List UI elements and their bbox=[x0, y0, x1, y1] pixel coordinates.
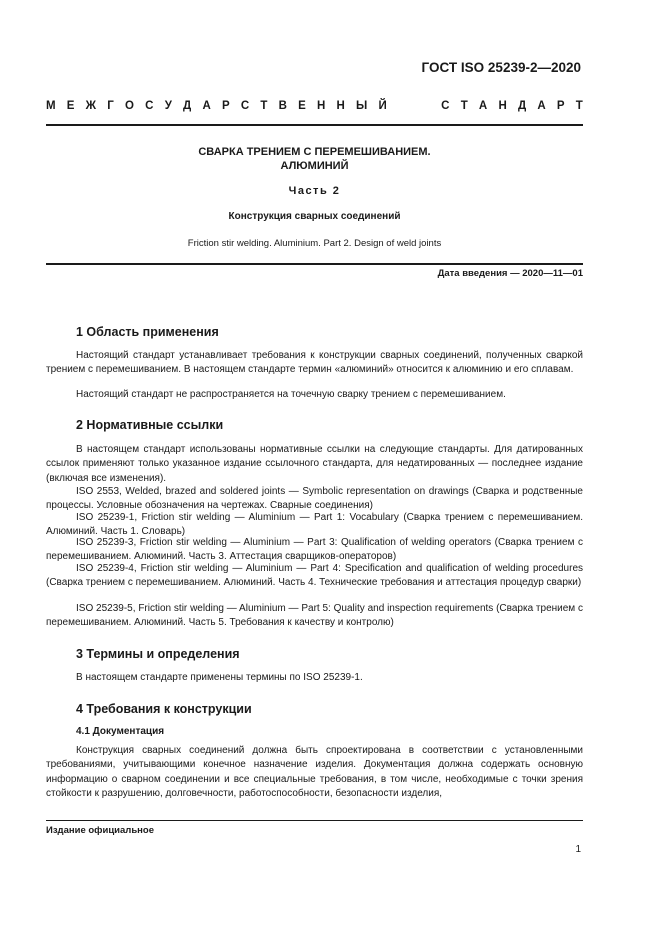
title-line-2: АЛЮМИНИЙ bbox=[280, 160, 349, 172]
banner-letter: С bbox=[240, 100, 250, 112]
banner-letter: Т bbox=[260, 100, 268, 112]
standard-code: ГОСТ ISO 25239-2—2020 bbox=[421, 60, 581, 75]
footer-divider bbox=[46, 820, 583, 821]
part-label: Часть 2 bbox=[288, 185, 341, 197]
official-edition-label: Издание официальное bbox=[46, 825, 154, 836]
section-2-heading: 2 Нормативные ссылки bbox=[76, 418, 224, 432]
banner-letter: Д bbox=[517, 100, 527, 112]
banner-letter: А bbox=[478, 100, 488, 112]
title-divider bbox=[46, 263, 583, 265]
banner-letter bbox=[412, 100, 415, 112]
section-3-heading: 3 Термины и определения bbox=[76, 647, 240, 661]
section-4-heading: 4 Требования к конструкции bbox=[76, 702, 252, 716]
interstate-standard-banner bbox=[46, 100, 583, 112]
section-1-paragraph-2: Настоящий стандарт не распространяется на точечную сварку трением с перемешиванием. bbox=[76, 389, 506, 400]
banner-letter: О bbox=[125, 100, 134, 112]
section-2-paragraph-1: В настоящем стандарт использованы нормативные ссылки на следующие стандарты. Для датированных ссылок применяют только указанное издание ссылочного стандарта, для недатированных — последнее издание (включая все изменения). bbox=[46, 444, 583, 484]
reference-iso-25239-1: ISO 25239-1, Friction stir welding — Aluminium — Part 1: Vocabulary (Сварка трением с перемешиванием. Алюминий. Часть 1. Словарь) bbox=[46, 512, 583, 538]
banner-letter: Р bbox=[221, 100, 230, 112]
banner-letter: Р bbox=[556, 100, 565, 112]
banner-letter: Г bbox=[107, 100, 114, 112]
banner-letter: Е bbox=[298, 100, 306, 112]
banner-letter: Н bbox=[336, 100, 345, 112]
banner-letter: Н bbox=[498, 100, 507, 112]
subtitle: Конструкция сварных соединений bbox=[228, 211, 401, 222]
reference-iso-25239-4: ISO 25239-4, Friction stir welding — Aluminium — Part 4: Specification and qualification of welding procedures (Сварка трением с перемешиванием. Алюминий. Часть 4. Технические требования и аттестация процедур сварки) bbox=[46, 563, 583, 589]
introduction-date: Дата введения — 2020—11—01 bbox=[437, 268, 583, 279]
banner-letter: Т bbox=[460, 100, 468, 112]
banner-letter: Й bbox=[378, 100, 387, 112]
section-1-heading: 1 Область применения bbox=[76, 325, 219, 339]
reference-iso-25239-3: ISO 25239-3, Friction stir welding — Aluminium — Part 3: Qualification of welding operators (Сварка трением с перемешиванием. Алюминий. Часть 3. Аттестация сварщиков-операторов) bbox=[46, 537, 583, 563]
subsection-4-1-heading: 4.1 Документация bbox=[76, 726, 165, 737]
banner-letter: Е bbox=[66, 100, 75, 112]
banner-letter bbox=[398, 100, 401, 112]
section-3-paragraph-1: В настоящем стандарте применены термины по ISO 25239-1. bbox=[76, 672, 363, 683]
banner-letter: Ж bbox=[85, 100, 97, 112]
banner-letter bbox=[427, 100, 430, 112]
reference-iso-25239-5: ISO 25239-5, Friction stir welding — Aluminium — Part 5: Quality and inspection requirements (Сварка трением с перемешиванием. Алюминий. Часть 5. Требования к качеству и контролю) bbox=[46, 603, 583, 629]
banner-letter: А bbox=[202, 100, 211, 112]
banner-letter: М bbox=[46, 100, 56, 112]
section-4-paragraph-1: Конструкция сварных соединений должна быть спроектирована в соответствии с установленными требованиями, учитывающими конечное назначение изделия. Документация должна содержать основную информацию о сварном соединении и все специальные требования, в том числе, необходимые с точки зрения стойкости к разрушению, долговечности, работоспособности, безопасности изделия, bbox=[46, 745, 583, 800]
banner-letter: А bbox=[537, 100, 546, 112]
banner-letter: У bbox=[164, 100, 172, 112]
title-line-1: СВАРКА ТРЕНИЕМ С ПЕРЕМЕШИВАНИЕМ. bbox=[198, 146, 431, 158]
section-1-paragraph-1: Настоящий стандарт устанавливает требования к конструкции сварных соединений, полученных сваркой трением с перемешиванием. В настоящем стандарте термин «алюминий» относится к алюминию и его сплавам. bbox=[46, 350, 583, 376]
banner-letter: С bbox=[145, 100, 154, 112]
banner-letter: С bbox=[441, 100, 450, 112]
page-number: 1 bbox=[575, 844, 581, 855]
banner-letter: Ы bbox=[356, 100, 368, 112]
banner-letter: Т bbox=[575, 100, 583, 112]
banner-letter: В bbox=[278, 100, 287, 112]
english-title: Friction stir welding. Aluminium. Part 2. Design of weld joints bbox=[187, 238, 442, 249]
banner-letter: Д bbox=[183, 100, 192, 112]
top-divider bbox=[46, 124, 583, 126]
reference-iso-2553: ISO 2553, Welded, brazed and soldered joints — Symbolic representation on drawings (Сварка и родственные процессы. Условные обозначения на чертежах. Сварные соединения) bbox=[46, 486, 583, 512]
banner-letter: Н bbox=[316, 100, 326, 112]
